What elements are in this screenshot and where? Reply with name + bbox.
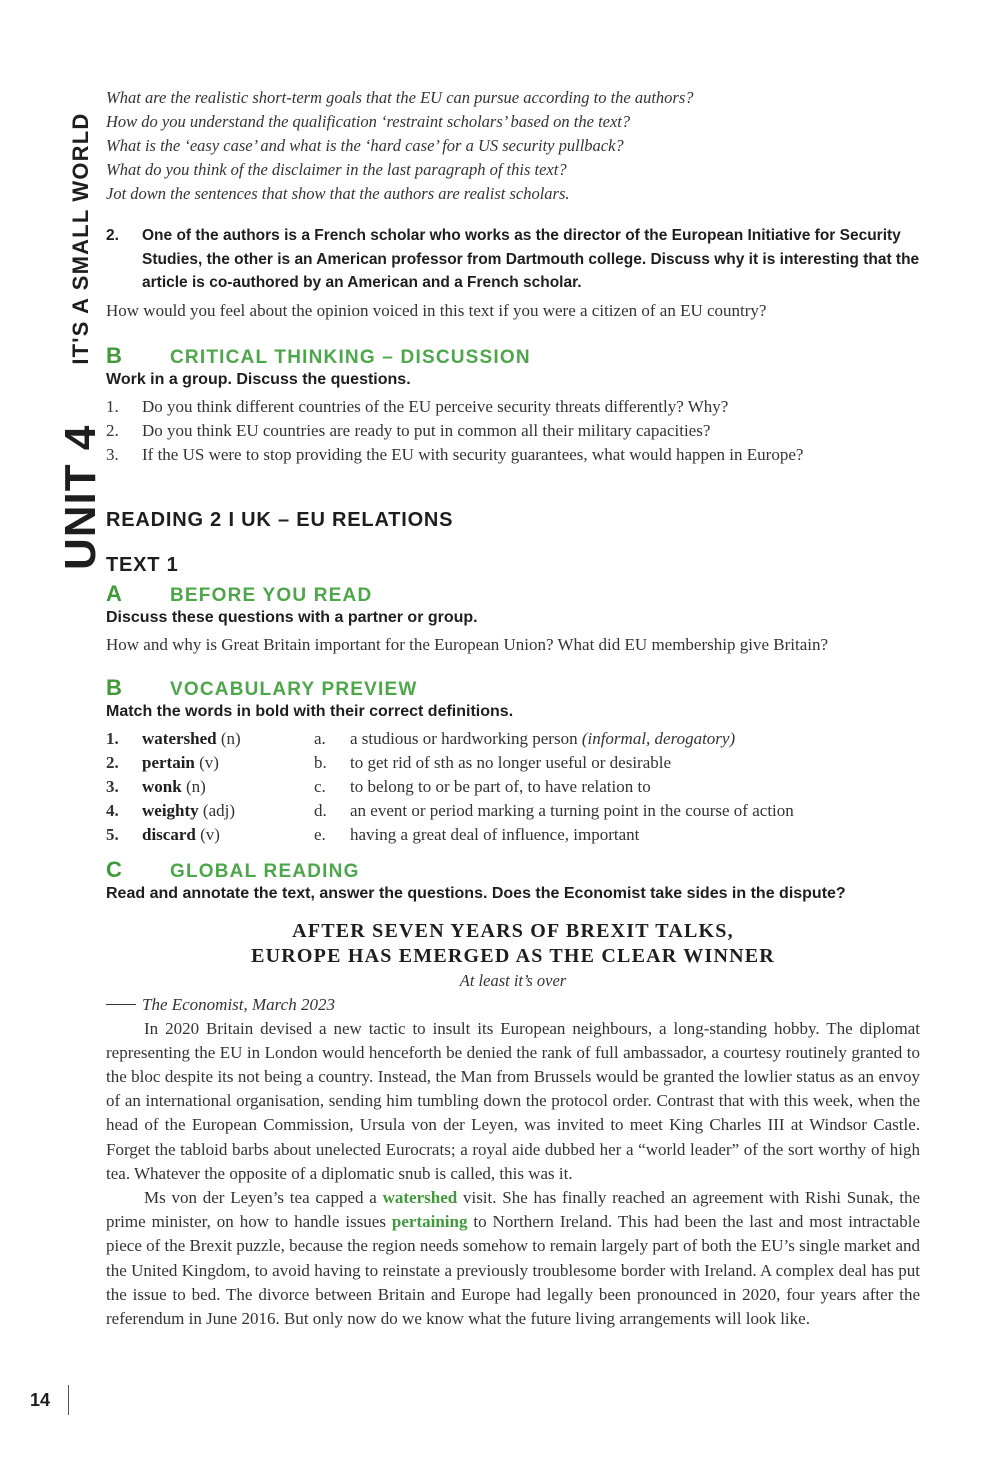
section-header-vocabulary (106, 675, 920, 701)
section-letter: B (106, 674, 122, 700)
article-source: The Economist, March 2023 (106, 993, 920, 1017)
intro-questions (106, 86, 920, 206)
section-title: GLOBAL READING (170, 860, 360, 882)
text-title: TEXT 1 (106, 553, 179, 576)
unit-label (56, 113, 106, 570)
section-question: How and why is Great Britain important for the European Union? What did EU membership give Britain? (106, 634, 829, 654)
task-followup: How would you feel about the opinion voiced in this text if you were a citizen of an EU country? (106, 300, 767, 320)
vocab-row: 4. weighty (adj) d. an event or period marking a turning point in the course of action (106, 800, 794, 820)
section-instruction: Read and annotate the text, answer the questions. Does the Economist take sides in the dispute? (106, 884, 846, 902)
highlighted-word: pertaining (391, 1212, 468, 1232)
section-title: BEFORE YOU READ (170, 584, 373, 606)
section-header-critical-thinking (106, 343, 920, 369)
section-letter: C (106, 856, 122, 882)
article-paragraph: In 2020 Britain devised a new tactic to insult its European neighbours, a long-standing hobby. The diplomat representing the EU in London would henceforth be denied the rank of full ambassador, a courtesy routinely granted to the bloc despite its not being a country. Instead, the Man from Brussels would be granted the lowlier status as an envoy of an international organisation, sending him tumbling down the protocol order. Contrast that with this week, when the head of the European Commission, Ursula von der Leyen, was invited to meet King Charles III at Windsor Castle. Forget the tabloid barbs about unelected Eurocrats; a royal aide dubbed her a “world leader” of the sort worthy of high tea. Whatever the opposite of a diplomatic snub is called, this was it. (106, 1018, 920, 1183)
page-content (106, 86, 920, 1331)
vocab-row: 3. wonk (n) c. to belong to or be part of, to have relation to (106, 776, 651, 796)
intro-question: Jot down the sentences that show that the authors are realist scholars. (106, 184, 570, 203)
section-instruction: Match the words in bold with their correct definitions. (106, 702, 514, 720)
list-item: 2. Do you think EU countries are ready to put in common all their military capacities? (106, 420, 711, 440)
page-number: 14 (30, 1390, 51, 1410)
vocab-row: 1. watershed (n) a. a studious or hardworking person (informal, derogatory) (106, 728, 736, 748)
section-instruction: Discuss these questions with a partner or group. (106, 608, 478, 626)
section-header-global-reading (106, 857, 920, 883)
section-title: VOCABULARY PREVIEW (170, 678, 418, 700)
section-letter: B (106, 342, 122, 368)
article-paragraph: Ms von der Leyen’s tea capped a watershed visit. She has finally reached an agreement with Rishi Sunak, the prime minister, on how to handle issues pertaining to Northern Ireland. This had been the last and most intractable piece of the Brexit puzzle, because the region needs somehow to remain largely part of both the EU’s single market and the United Kingdom, to avoid having to reinstate a previously troublesome border with Ireland. A complex deal has put the issue to bed. The divorce between Britain and Europe had legally been pronounced in 2020, four years after the referendum in June 2016. But only now do we know what the future living arrangements will look like. (106, 1187, 920, 1328)
section-instruction: Work in a group. Discuss the questions. (106, 370, 411, 388)
article-subtitle: At least it’s over (459, 970, 567, 990)
task-2 (106, 224, 920, 295)
article-title-line: EUROPE HAS EMERGED AS THE CLEAR WINNER (251, 944, 775, 967)
article-title-line: AFTER SEVEN YEARS OF BREXIT TALKS, (292, 919, 734, 942)
intro-question: What do you think of the disclaimer in the last paragraph of this text? (106, 160, 567, 179)
discussion-questions (106, 395, 920, 467)
list-item: 1. Do you think different countries of the EU perceive security threats differently? Why? (106, 396, 729, 416)
vocab-row: 5. discard (v) e. having a great deal of influence, important (106, 824, 640, 844)
side-rail (0, 0, 105, 1459)
section-header-before-you-read (106, 581, 920, 607)
section-letter: A (106, 580, 122, 606)
section-title: CRITICAL THINKING – DISCUSSION (170, 346, 531, 368)
task-text: One of the authors is a French scholar who works as the director of the European Initiative for Security Studies, the other is an American professor from Dartmouth college. Discuss why it is interesting that the article is co-authored by an American and a French scholar. (142, 227, 920, 291)
unit-name: IT'S A SMALL WORLD (68, 112, 93, 365)
intro-question: What are the realistic short-term goals that the EU can pursue according to the authors? (106, 88, 694, 107)
intro-question: What is the ‘easy case’ and what is the ‘hard case’ for a US security pullback? (106, 136, 624, 155)
list-item: 3. If the US were to stop providing the EU with security guarantees, what would happen in Europe? (106, 444, 804, 464)
vocabulary-table (106, 727, 920, 847)
vocab-row: 2. pertain (v) b. to get rid of sth as no longer useful or desirable (106, 752, 672, 772)
task-number: 2. (106, 227, 119, 244)
page-number-rule (68, 1385, 69, 1415)
intro-question: How do you understand the qualification ‘restraint scholars’ based on the text? (106, 112, 631, 131)
reading-title: READING 2 I UK – EU RELATIONS (106, 508, 454, 531)
source-dash (106, 1004, 136, 1005)
highlighted-word: watershed (382, 1187, 458, 1207)
unit-number: UNIT 4 (56, 424, 105, 570)
article (106, 919, 920, 1332)
